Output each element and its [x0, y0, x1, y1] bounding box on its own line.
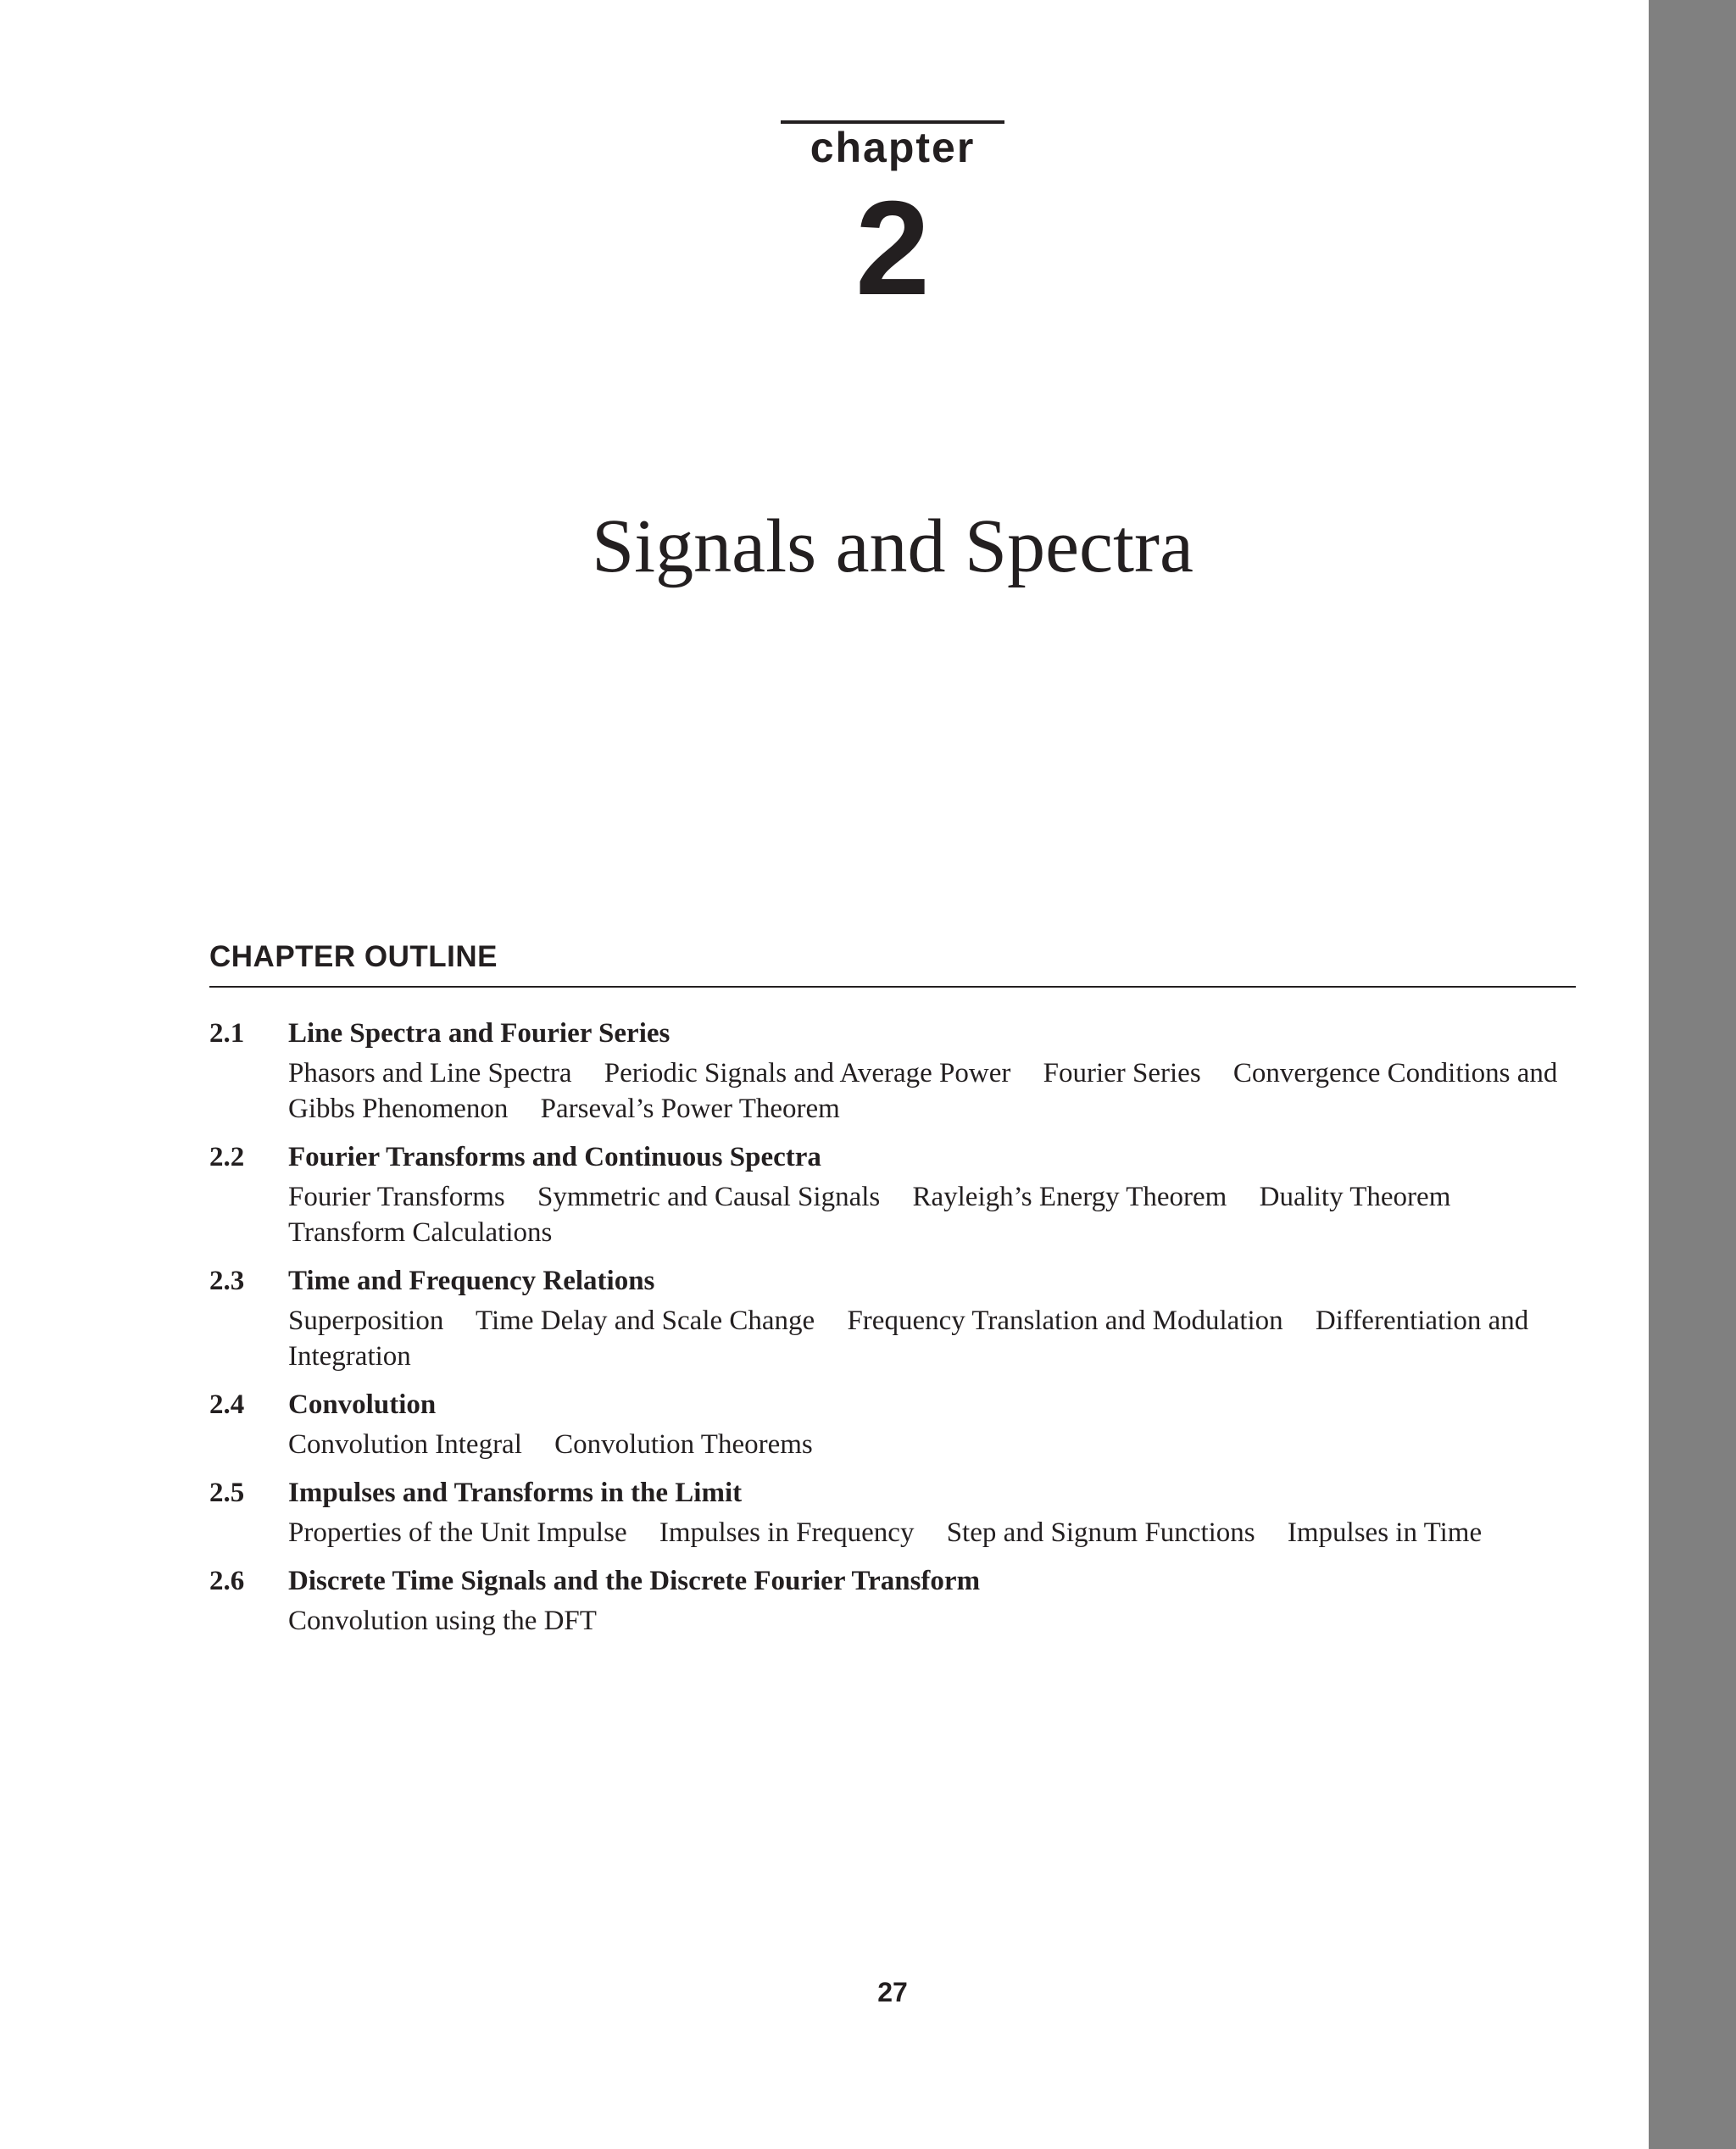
section-heading: [209, 1562, 1583, 1601]
section-topics: [288, 1179, 1583, 1250]
topic: Differentiation and Integration: [288, 1306, 1529, 1372]
topic: Properties of the Unit Impulse: [288, 1517, 627, 1548]
section-topics: [288, 1427, 1583, 1462]
outline-section: [209, 1138, 1583, 1250]
topic: Transform Calculations: [288, 1217, 553, 1248]
section-title: Convolution: [288, 1389, 437, 1420]
topic: Phasors and Line Spectra: [288, 1058, 572, 1088]
topic: Fourier Transforms: [288, 1182, 505, 1212]
topic: Convolution using the DFT: [288, 1606, 597, 1636]
page-number: 27: [877, 1977, 908, 2007]
chapter-number: 2: [855, 174, 930, 323]
section-title: Impulses and Transforms in the Limit: [288, 1478, 743, 1508]
topic: Convolution Theorems: [554, 1429, 813, 1460]
page-edge-band: [1649, 0, 1736, 2149]
outline-section: [209, 1014, 1583, 1127]
topic: Frequency Translation and Modulation: [847, 1306, 1283, 1336]
section-heading: [209, 1473, 1583, 1512]
topic: Time Delay and Scale Change: [476, 1306, 815, 1336]
section-heading: [209, 1261, 1583, 1300]
section-topics: [288, 1303, 1583, 1374]
topic: Superposition: [288, 1306, 444, 1336]
topic: Convolution Integral: [288, 1429, 522, 1460]
section-title: Time and Frequency Relations: [288, 1266, 655, 1296]
topic: Symmetric and Causal Signals: [537, 1182, 881, 1212]
chapter-title: Signals and Spectra: [592, 504, 1194, 588]
outline-section: [209, 1261, 1583, 1374]
section-number: 2.6: [209, 1566, 245, 1596]
topic: Duality Theorem: [1259, 1182, 1451, 1212]
section-heading: [209, 1138, 1583, 1177]
outline-rule: [209, 986, 1576, 988]
section-number: 2.4: [209, 1389, 245, 1420]
topic: Rayleigh’s Energy Theorem: [912, 1182, 1227, 1212]
chapter-label: chapter: [810, 124, 976, 171]
section-number: 2.3: [209, 1266, 245, 1296]
outline-section: [209, 1473, 1583, 1551]
topic: Impulses in Time: [1287, 1517, 1483, 1548]
outline-list: [209, 1014, 1583, 1650]
topic: Periodic Signals and Average Power: [604, 1058, 1011, 1088]
topic: Parseval’s Power Theorem: [540, 1094, 840, 1124]
section-title: Fourier Transforms and Continuous Spectra: [288, 1142, 821, 1172]
topic: Convergence Conditions and Gibbs Phenomenon: [288, 1058, 1558, 1124]
section-title: Line Spectra and Fourier Series: [288, 1018, 670, 1049]
section-heading: [209, 1014, 1583, 1053]
section-number: 2.2: [209, 1142, 245, 1172]
section-topics: [288, 1515, 1583, 1551]
outline-heading: CHAPTER OUTLINE: [209, 940, 498, 973]
outline-section: [209, 1385, 1583, 1462]
topic: Impulses in Frequency: [659, 1517, 915, 1548]
topic: Fourier Series: [1043, 1058, 1201, 1088]
topic: Step and Signum Functions: [946, 1517, 1255, 1548]
section-topics: [288, 1603, 1583, 1639]
section-number: 2.1: [209, 1018, 245, 1049]
section-heading: [209, 1385, 1583, 1424]
section-topics: [288, 1055, 1583, 1127]
section-title: Discrete Time Signals and the Discrete Fourier Transform: [288, 1566, 981, 1596]
section-number: 2.5: [209, 1478, 245, 1508]
outline-section: [209, 1562, 1583, 1639]
